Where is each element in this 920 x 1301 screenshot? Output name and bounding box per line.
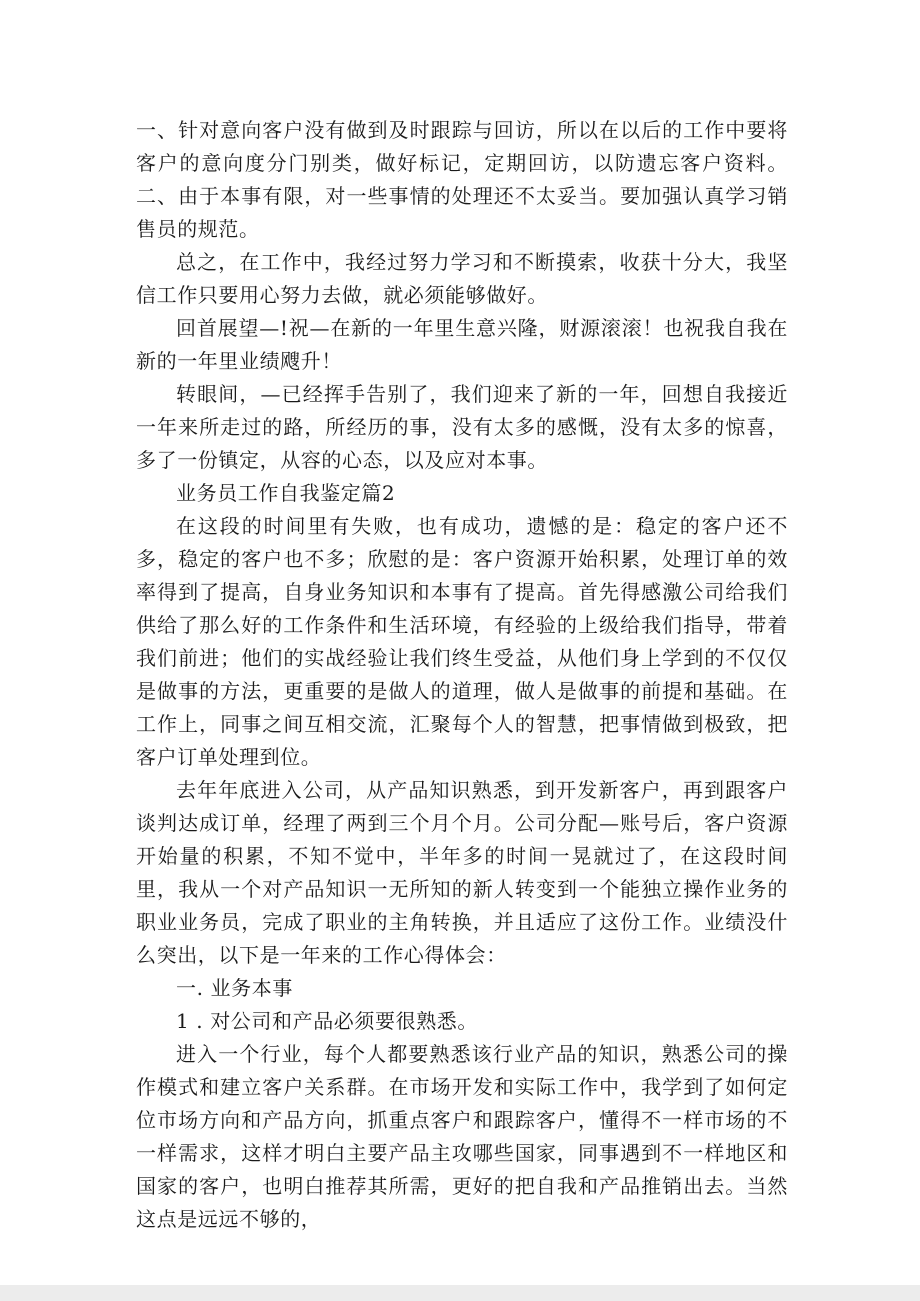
paragraph-summary: 总之，在工作中，我经过努力学习和不断摸索，收获十分大，我坚信工作只要用心努力去做，就必须能够做好。: [136, 250, 788, 307]
document-body: [136, 114, 788, 1236]
paragraph-joining-company: 去年年底进入公司，从产品知识熟悉，到开发新客户，再到跟客户谈判达成订单，经理了两到三个月个月。公司分配—账号后，客户资源开始量的积累，不知不觉中，半年多的时间一晃就过了，在这段时间里，我从一个对产品知识一无所知的新人转变到一个能独立操作业务的职业业务员，完成了职业的主角转换，并且适应了这份工作。业绩没什么突出，以下是一年来的工作心得体会：: [136, 778, 788, 967]
paragraph-reflection: 转眼间，—已经挥手告别了，我们迎来了新的一年，回想自我接近一年来所走过的路，所经历的事，没有太多的感慨，没有太多的惊喜，多了一份镇定，从容的心态，以及应对本事。: [136, 382, 788, 472]
subsection-title: 一. 业务本事: [176, 976, 293, 1000]
paragraph-industry-knowledge: 进入一个行业，每个人都要熟悉该行业产品的知识，熟悉公司的操作模式和建立客户关系群。在市场开发和实际工作中，我学到了如何定位市场方向和产品方向，抓重点客户和跟踪客户，懂得不一样市场的不一样需求，这样才明白主要产品主攻哪些国家，同事遇到不一样地区和国家的客户，也明白推荐其所需，更好的把自我和产品推销出去。当然这点是远远不够的，: [136, 1042, 788, 1231]
paragraph-outlook: 回首展望—!祝—在新的一年里生意兴隆，财源滚滚！也祝我自我在新的一年里业绩飕升！: [136, 316, 788, 373]
page-bottom-band: [0, 1285, 920, 1301]
paragraph-customer-followup: 一、针对意向客户没有做到及时跟踪与回访，所以在以后的工作中要将客户的意向度分门别类，做好标记，定期回访，以防遗忘客户资料。二、由于本事有限，对一些事情的处理还不太妥当。要加强认真学习销售员的规范。: [136, 118, 788, 241]
list-item-heading: 1 . 对公司和产品必须要很熟悉。: [176, 1009, 478, 1033]
section-title: 业务员工作自我鉴定篇2: [176, 481, 396, 505]
paragraph-experience: 在这段的时间里有失败，也有成功，遗憾的是：稳定的客户还不多，稳定的客户也不多；欣慰的是：客户资源开始积累，处理订单的效率得到了提高，自身业务知识和本事有了提高。首先得感激公司给我们供给了那么好的工作条件和生活环境，有经验的上级给我们指导，带着我们前进；他们的实战经验让我们终生受益，从他们身上学到的不仅仅是做事的方法，更重要的是做人的道理，做人是做事的前提和基础。在工作上，同事之间互相交流，汇聚每个人的智慧，把事情做到极致，把客户订单处理到位。: [136, 514, 788, 769]
